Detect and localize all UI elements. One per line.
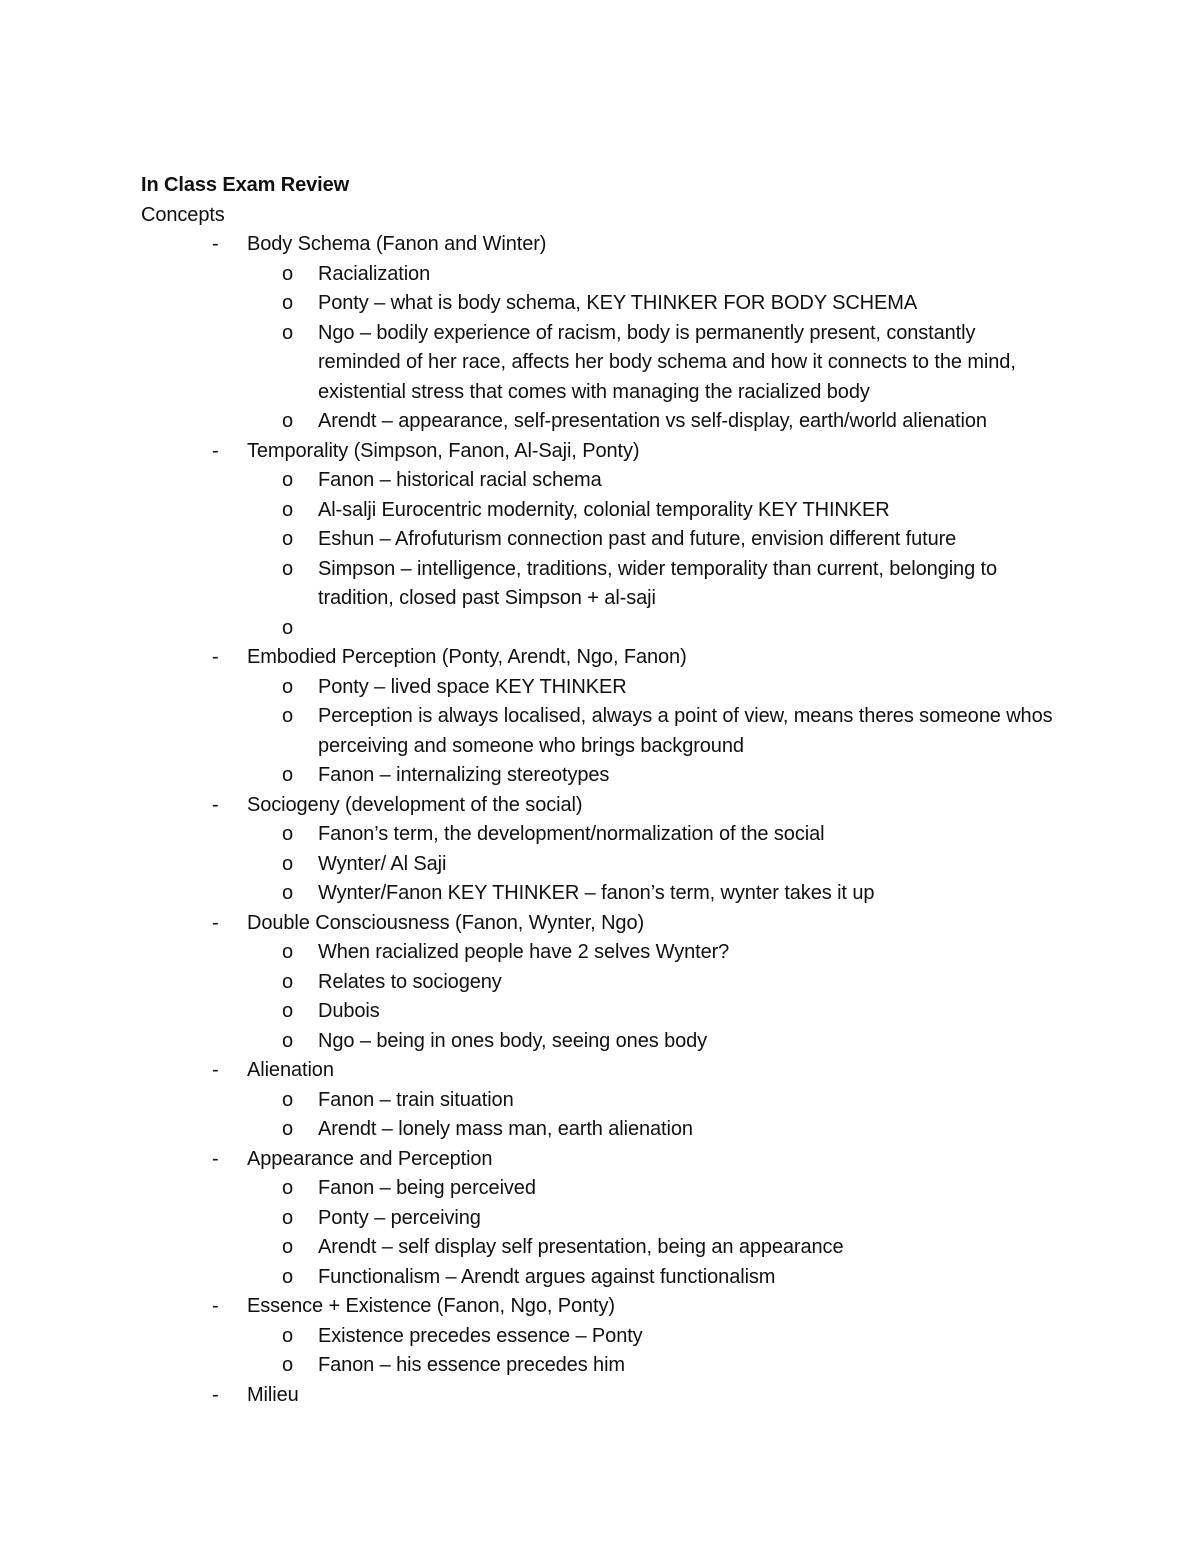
sub-point-text: Fanon – his essence precedes him [318,1354,625,1376]
sub-point-text: Eshun – Afrofuturism connection past and future, envision different future [318,528,957,550]
concept-label: Double Consciousness (Fanon, Wynter, Ngo) [247,911,645,934]
sub-point-item [141,407,1061,437]
sub-point-list [247,820,1061,909]
circle-bullet: o [282,852,294,875]
concept-item [141,1381,1061,1411]
concept-label: Embodied Perception (Ponty, Arendt, Ngo, Fanon) [247,646,687,668]
circle-bullet: o [282,1029,294,1052]
sub-point-text: Relates to sociogeny [318,970,502,993]
concept-label: Temporality (Simpson, Fanon, Al-Saji, Ponty) [247,439,640,462]
sub-point-text: Racialization [318,262,431,285]
concept-item [141,230,1061,437]
sub-point-item [141,673,1061,703]
circle-bullet: o [282,498,294,521]
sub-point-item [141,614,1061,644]
circle-bullet: o [282,1088,294,1111]
concept-label: Appearance and Perception [247,1147,493,1170]
sub-point-item [141,968,1061,998]
circle-bullet: o [282,262,294,285]
circle-bullet: o [282,410,294,432]
circle-bullet: o [282,941,294,963]
circle-bullet: o [282,1236,294,1258]
dash-bullet: - [212,646,219,668]
circle-bullet: o [282,823,294,845]
sub-point-text: Ngo – being in ones body, seeing ones body [318,1029,708,1052]
circle-bullet: o [282,1265,294,1288]
sub-point-item [141,1086,1061,1116]
sub-point-text: Ngo – bodily experience of racism, body is permanently present, constantly reminded of her race, affects her body schema and how it connects to the mind, existential stress that comes with managing the racialized body [318,321,1016,403]
document-title: In Class Exam Review [141,174,350,196]
sub-point-item [141,820,1061,850]
sub-point-text: Ponty – perceiving [318,1206,481,1229]
circle-bullet: o [282,469,294,491]
sub-point-item [141,850,1061,880]
section-heading-concepts: Concepts [141,203,225,226]
sub-point-list [247,260,1061,437]
sub-point-item [141,319,1061,408]
circle-bullet: o [282,321,294,344]
sub-point-item [141,879,1061,909]
dash-bullet: - [212,1059,219,1081]
sub-point-item [141,525,1061,555]
document-content [141,171,1061,1410]
sub-point-text: Existence precedes essence – Ponty [318,1324,643,1347]
sub-point-item [141,496,1061,526]
sub-point-item [141,1233,1061,1263]
sub-point-item [141,761,1061,791]
sub-point-text: Al-salji Eurocentric modernity, colonial temporality KEY THINKER [318,498,890,521]
circle-bullet: o [282,705,294,727]
sub-point-text: Fanon – train situation [318,1088,514,1111]
sub-point-text: Arendt – appearance, self-presentation vs self-display, earth/world alienation [318,410,987,432]
concept-item [141,1056,1061,1145]
dash-bullet: - [212,233,219,255]
concept-label: Essence + Existence (Fanon, Ngo, Ponty) [247,1295,615,1317]
concept-item [141,1145,1061,1293]
sub-point-item [141,1351,1061,1381]
sub-point-list [247,673,1061,791]
sub-point-list [247,466,1061,643]
circle-bullet: o [282,882,294,904]
concept-label: Sociogeny (development of the social) [247,793,583,816]
circle-bullet: o [282,292,294,314]
sub-point-text: Fanon’s term, the development/normalization of the social [318,823,825,845]
sub-point-item [141,702,1061,761]
concept-label: Alienation [247,1059,334,1081]
concept-label: Body Schema (Fanon and Winter) [247,233,547,255]
sub-point-item [141,555,1061,614]
sub-point-item [141,289,1061,319]
sub-point-item [141,997,1061,1027]
sub-point-text: Wynter/Fanon KEY THINKER – fanon’s term, wynter takes it up [318,882,875,904]
sub-point-text: Functionalism – Arendt argues against functionalism [318,1265,776,1288]
sub-point-item [141,1204,1061,1234]
circle-bullet: o [282,1118,294,1140]
sub-point-text: Fanon – being perceived [318,1177,536,1199]
circle-bullet: o [282,675,294,698]
circle-bullet: o [282,1206,294,1229]
sub-point-text: Fanon – historical racial schema [318,469,602,491]
circle-bullet: o [282,1324,294,1347]
sub-point-item [141,1322,1061,1352]
sub-point-item [141,938,1061,968]
sub-point-list [247,938,1061,1056]
circle-bullet: o [282,1177,294,1199]
sub-point-list [247,1086,1061,1145]
concept-item [141,791,1061,909]
circle-bullet: o [282,616,294,639]
concept-item [141,909,1061,1057]
sub-point-text: Perception is always localised, always a point of view, means theres someone whos perceiving and someone who brings background [318,705,1053,757]
sub-point-item [141,1263,1061,1293]
sub-point-item [141,1174,1061,1204]
sub-point-text: Arendt – self display self presentation, being an appearance [318,1236,844,1258]
concept-label: Milieu [247,1383,299,1406]
concept-item [141,1292,1061,1381]
sub-point-text: Arendt – lonely mass man, earth alienation [318,1118,693,1140]
sub-point-text: Simpson – intelligence, traditions, wider temporality than current, belonging to tradition, closed past Simpson + al-saji [318,557,998,609]
dash-bullet: - [212,1383,219,1406]
sub-point-list [247,1174,1061,1292]
sub-point-item [141,466,1061,496]
concept-item [141,643,1061,791]
sub-point-item [141,1115,1061,1145]
sub-point-list [247,1322,1061,1381]
circle-bullet: o [282,970,294,993]
sub-point-item [141,260,1061,290]
dash-bullet: - [212,439,219,462]
circle-bullet: o [282,528,294,550]
sub-point-text: Ponty – what is body schema, KEY THINKER FOR BODY SCHEMA [318,292,918,314]
sub-point-text: Dubois [318,1000,380,1022]
circle-bullet: o [282,557,294,580]
dash-bullet: - [212,793,219,816]
circle-bullet: o [282,764,294,786]
dash-bullet: - [212,911,219,934]
sub-point-item [141,1027,1061,1057]
concept-item [141,437,1061,644]
sub-point-text: When racialized people have 2 selves Wynter? [318,941,730,963]
circle-bullet: o [282,1354,294,1376]
sub-point-text: Wynter/ Al Saji [318,852,447,875]
sub-point-text: Ponty – lived space KEY THINKER [318,675,627,698]
dash-bullet: - [212,1147,219,1170]
concept-list [141,230,1061,1410]
dash-bullet: - [212,1295,219,1317]
circle-bullet: o [282,1000,294,1022]
sub-point-text: Fanon – internalizing stereotypes [318,764,610,786]
